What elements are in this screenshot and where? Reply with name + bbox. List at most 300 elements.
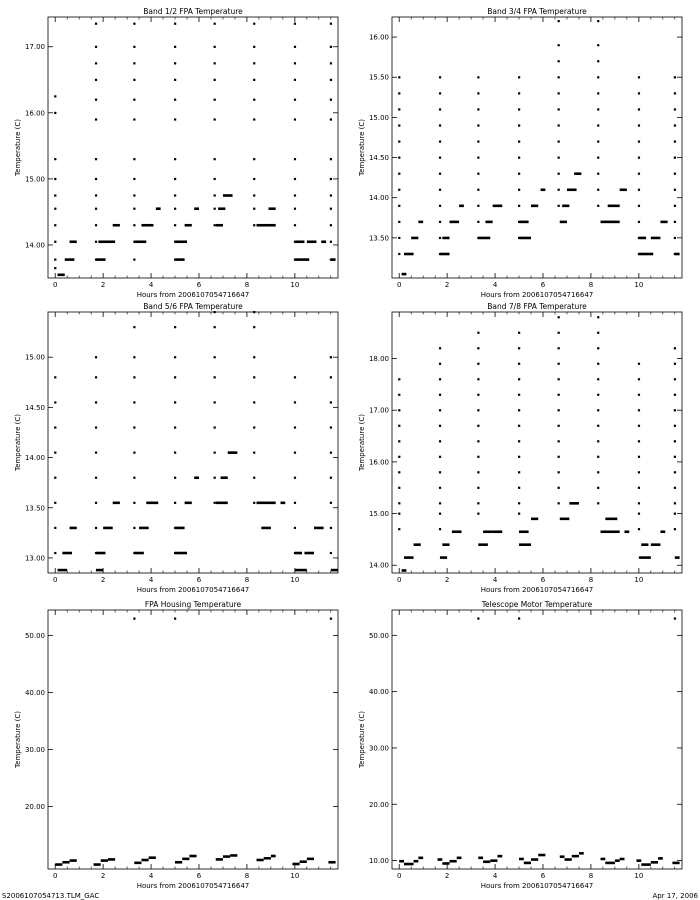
data-segment <box>541 188 546 191</box>
data-segment <box>141 224 153 227</box>
data-point <box>214 79 216 81</box>
data-point <box>330 376 332 378</box>
x-tick-label: 4 <box>492 872 498 880</box>
data-point <box>558 487 560 489</box>
x-tick-label: 8 <box>244 576 250 584</box>
data-point <box>253 356 255 358</box>
x-axis-label: Hours from 2006107054716647 <box>136 882 250 890</box>
x-tick-label: 10 <box>290 281 300 289</box>
data-point <box>597 108 599 110</box>
data-point <box>95 46 97 48</box>
data-segment <box>70 859 77 862</box>
data-point <box>54 477 56 479</box>
data-point <box>558 76 560 78</box>
data-segment <box>601 221 620 224</box>
plot-frame <box>48 312 338 573</box>
data-point <box>558 124 560 126</box>
data-point <box>518 157 520 159</box>
data-point <box>133 208 135 210</box>
data-point <box>54 178 56 180</box>
data-point <box>674 157 676 159</box>
data-point <box>518 425 520 427</box>
data-point <box>518 440 520 442</box>
data-point <box>597 316 599 318</box>
data-point <box>597 347 599 349</box>
data-point <box>597 409 599 411</box>
data-segment <box>411 237 418 240</box>
data-segment <box>280 502 285 505</box>
data-point <box>558 92 560 94</box>
data-point <box>330 79 332 81</box>
data-point <box>398 513 400 515</box>
data-segment <box>478 857 483 860</box>
x-tick-label: 4 <box>148 576 154 584</box>
data-point <box>638 425 640 427</box>
data-point <box>174 502 176 504</box>
data-point <box>398 425 400 427</box>
data-segment <box>96 552 106 555</box>
data-point <box>439 409 441 411</box>
data-point <box>95 356 97 358</box>
data-point <box>54 241 56 243</box>
data-segment <box>605 518 617 521</box>
data-point <box>133 618 135 620</box>
x-tick-label: 8 <box>588 576 594 584</box>
data-segment <box>146 502 158 505</box>
data-segment <box>418 857 423 860</box>
data-segment <box>639 237 646 240</box>
data-segment <box>569 502 579 505</box>
data-segment <box>134 862 141 865</box>
y-tick-label: 14.50 <box>24 403 45 412</box>
data-point <box>133 79 135 81</box>
data-point <box>477 332 479 334</box>
data-segment <box>304 552 314 555</box>
data-point <box>398 487 400 489</box>
data-segment <box>605 862 615 865</box>
data-point <box>294 477 296 479</box>
data-point <box>330 241 332 243</box>
data-segment <box>531 205 538 208</box>
data-segment <box>418 221 423 224</box>
y-tick-label: 15.50 <box>368 73 389 82</box>
data-point <box>558 332 560 334</box>
data-point <box>174 118 176 120</box>
data-point <box>439 221 441 223</box>
data-point <box>518 394 520 396</box>
data-point <box>54 376 56 378</box>
data-segment <box>636 859 641 862</box>
y-tick-label: 20.00 <box>24 802 45 811</box>
data-point <box>674 363 676 365</box>
data-segment <box>228 451 238 454</box>
x-tick-label: 0 <box>396 281 402 289</box>
data-point <box>253 208 255 210</box>
data-segment <box>565 858 572 861</box>
x-tick-label: 2 <box>100 576 106 584</box>
data-point <box>253 452 255 454</box>
data-segment <box>641 863 651 866</box>
data-point <box>398 378 400 380</box>
data-segment <box>223 194 233 197</box>
data-point <box>398 157 400 159</box>
x-tick-label: 10 <box>290 576 300 584</box>
data-point <box>477 617 479 619</box>
data-point <box>214 158 216 160</box>
data-point <box>330 178 332 180</box>
data-segment <box>189 855 196 858</box>
data-point <box>133 158 135 160</box>
data-point <box>597 363 599 365</box>
data-point <box>214 311 216 313</box>
data-segment <box>651 861 658 864</box>
data-point <box>95 224 97 226</box>
data-segment <box>641 543 648 546</box>
data-point <box>253 401 255 403</box>
data-point <box>294 178 296 180</box>
data-segment <box>103 527 113 530</box>
data-point <box>253 178 255 180</box>
x-axis-label: Hours from 2006107054716647 <box>136 586 250 594</box>
data-point <box>638 157 640 159</box>
data-point <box>439 471 441 473</box>
data-segment <box>624 530 629 533</box>
data-segment <box>497 855 502 858</box>
footer-date: Apr 17, 2006 <box>652 892 698 900</box>
data-segment <box>175 240 187 243</box>
data-point <box>95 502 97 504</box>
data-segment <box>579 852 584 855</box>
y-axis-label: Temperature (C) <box>14 119 22 176</box>
y-tick-label: 15.00 <box>24 175 45 184</box>
data-segment <box>620 188 627 191</box>
data-point <box>330 502 332 504</box>
data-point <box>477 378 479 380</box>
data-point <box>638 76 640 78</box>
data-point <box>398 409 400 411</box>
x-tick-label: 6 <box>196 872 202 880</box>
data-point <box>638 394 640 396</box>
data-segment <box>440 253 450 256</box>
y-tick-label: 30.00 <box>24 745 45 754</box>
data-point <box>133 376 135 378</box>
y-tick-label: 14.00 <box>24 241 45 250</box>
data-segment <box>307 240 317 243</box>
data-segment <box>175 861 182 864</box>
data-point <box>133 258 135 260</box>
data-segment <box>185 502 192 505</box>
data-point <box>214 208 216 210</box>
data-point <box>330 208 332 210</box>
data-point <box>330 224 332 226</box>
data-point <box>174 208 176 210</box>
x-tick-label: 2 <box>444 281 450 289</box>
data-point <box>558 157 560 159</box>
y-tick-label: 16.00 <box>24 109 45 118</box>
x-tick-label: 10 <box>634 281 644 289</box>
data-point <box>597 487 599 489</box>
data-segment <box>55 863 62 866</box>
data-point <box>174 62 176 64</box>
data-point <box>133 426 135 428</box>
data-point <box>133 99 135 101</box>
data-point <box>477 456 479 458</box>
data-point <box>133 527 135 529</box>
data-segment <box>268 207 275 210</box>
data-segment <box>182 858 189 861</box>
x-tick-label: 10 <box>290 872 300 880</box>
x-tick-label: 6 <box>540 576 546 584</box>
y-tick-label: 17.00 <box>24 43 45 52</box>
data-point <box>674 237 676 239</box>
x-tick-label: 4 <box>492 576 498 584</box>
data-point <box>597 92 599 94</box>
data-point <box>95 62 97 64</box>
data-point <box>597 189 599 191</box>
data-point <box>133 194 135 196</box>
y-tick-label: 30.00 <box>368 744 389 753</box>
data-point <box>174 46 176 48</box>
data-point <box>253 79 255 81</box>
data-point <box>294 158 296 160</box>
data-point <box>558 108 560 110</box>
data-point <box>133 401 135 403</box>
y-tick-label: 14.00 <box>368 194 389 203</box>
data-segment <box>402 569 407 572</box>
y-tick-label: 15.00 <box>24 353 45 362</box>
data-point <box>558 425 560 427</box>
data-segment <box>601 858 606 861</box>
data-point <box>330 552 332 554</box>
data-point <box>174 194 176 196</box>
data-point <box>174 158 176 160</box>
data-point <box>54 267 56 269</box>
data-point <box>174 452 176 454</box>
data-segment <box>560 518 570 521</box>
data-point <box>330 62 332 64</box>
data-point <box>330 356 332 358</box>
data-point <box>597 205 599 207</box>
data-point <box>439 92 441 94</box>
data-point <box>638 363 640 365</box>
y-axis-label: Temperature (C) <box>14 414 22 471</box>
data-point <box>214 376 216 378</box>
data-point <box>674 205 676 207</box>
data-point <box>214 118 216 120</box>
data-segment <box>519 530 529 533</box>
data-segment <box>70 527 77 530</box>
data-point <box>558 44 560 46</box>
data-point <box>214 194 216 196</box>
data-segment <box>651 237 661 240</box>
data-point <box>597 332 599 334</box>
data-point <box>95 23 97 25</box>
data-point <box>477 409 479 411</box>
data-segment <box>519 858 524 861</box>
data-segment <box>194 476 199 479</box>
data-segment <box>271 855 276 858</box>
data-point <box>294 376 296 378</box>
data-point <box>439 157 441 159</box>
data-point <box>95 241 97 243</box>
data-point <box>597 440 599 442</box>
data-point <box>398 253 400 255</box>
data-point <box>638 456 640 458</box>
data-point <box>133 118 135 120</box>
x-tick-label: 0 <box>396 576 402 584</box>
x-tick-label: 6 <box>196 576 202 584</box>
chart-panel-5 <box>14 600 338 890</box>
data-point <box>674 76 676 78</box>
data-segment <box>567 188 577 191</box>
data-point <box>330 46 332 48</box>
x-tick-label: 2 <box>444 872 450 880</box>
data-segment <box>175 258 185 261</box>
data-point <box>294 118 296 120</box>
x-tick-label: 8 <box>588 872 594 880</box>
data-point <box>477 502 479 504</box>
data-point <box>597 471 599 473</box>
data-segment <box>531 518 538 521</box>
data-point <box>597 76 599 78</box>
y-tick-label: 15.00 <box>368 113 389 122</box>
data-point <box>439 440 441 442</box>
x-axis-label: Hours from 2006107054716647 <box>136 291 250 299</box>
data-point <box>214 452 216 454</box>
data-point <box>558 394 560 396</box>
x-axis-label: Hours from 2006107054716647 <box>480 586 594 594</box>
data-segment <box>519 237 531 240</box>
data-point <box>253 326 255 328</box>
data-point <box>214 356 216 358</box>
data-point <box>174 426 176 428</box>
data-point <box>439 394 441 396</box>
data-point <box>330 194 332 196</box>
data-point <box>477 347 479 349</box>
data-point <box>398 124 400 126</box>
data-point <box>54 112 56 114</box>
data-segment <box>660 530 665 533</box>
data-point <box>477 205 479 207</box>
data-point <box>638 378 640 380</box>
data-segment <box>531 858 538 861</box>
data-point <box>439 456 441 458</box>
data-segment <box>96 258 106 261</box>
chart-panel-1 <box>14 7 338 299</box>
data-segment <box>218 207 225 210</box>
y-tick-label: 13.00 <box>24 554 45 563</box>
x-tick-label: 6 <box>540 281 546 289</box>
data-point <box>95 477 97 479</box>
data-point <box>54 208 56 210</box>
data-segment <box>58 273 65 276</box>
data-point <box>597 140 599 142</box>
data-point <box>398 76 400 78</box>
data-point <box>95 401 97 403</box>
data-segment <box>452 530 462 533</box>
data-point <box>674 440 676 442</box>
data-point <box>54 502 56 504</box>
data-segment <box>615 859 620 862</box>
data-point <box>674 528 676 530</box>
data-point <box>597 157 599 159</box>
data-point <box>518 205 520 207</box>
data-point <box>597 44 599 46</box>
data-point <box>95 452 97 454</box>
data-point <box>558 471 560 473</box>
data-point <box>638 108 640 110</box>
x-tick-label: 2 <box>100 872 106 880</box>
data-point <box>398 440 400 442</box>
data-point <box>330 618 332 620</box>
data-point <box>477 487 479 489</box>
data-segment <box>572 855 579 858</box>
data-segment <box>485 221 492 224</box>
data-point <box>518 471 520 473</box>
data-segment <box>459 205 464 208</box>
data-point <box>294 99 296 101</box>
data-segment <box>257 224 276 227</box>
data-segment <box>639 556 651 559</box>
data-point <box>253 99 255 101</box>
data-segment <box>307 858 314 861</box>
chart-title: Band 5/6 FPA Temperature <box>143 302 243 311</box>
data-segment <box>478 543 488 546</box>
data-segment <box>134 240 146 243</box>
data-point <box>214 178 216 180</box>
data-point <box>214 502 216 504</box>
data-point <box>398 108 400 110</box>
chart-panel-6 <box>358 600 682 890</box>
data-point <box>674 471 676 473</box>
data-segment <box>493 205 503 208</box>
data-point <box>518 502 520 504</box>
data-point <box>518 409 520 411</box>
data-point <box>674 425 676 427</box>
data-point <box>294 208 296 210</box>
data-segment <box>96 569 103 572</box>
data-point <box>638 502 640 504</box>
data-segment <box>519 543 531 546</box>
data-point <box>597 173 599 175</box>
data-point <box>95 208 97 210</box>
data-segment <box>139 527 149 530</box>
data-point <box>674 502 676 504</box>
chart-panel-4 <box>358 302 682 594</box>
data-point <box>54 194 56 196</box>
data-point <box>477 76 479 78</box>
data-point <box>54 158 56 160</box>
x-tick-label: 4 <box>148 872 154 880</box>
data-point <box>518 124 520 126</box>
data-point <box>518 456 520 458</box>
data-point <box>558 440 560 442</box>
data-point <box>518 173 520 175</box>
data-point <box>597 378 599 380</box>
data-point <box>398 140 400 142</box>
data-point <box>330 527 332 529</box>
data-point <box>174 356 176 358</box>
data-segment <box>261 527 271 530</box>
data-segment <box>175 527 185 530</box>
data-segment <box>414 860 419 863</box>
chart-title: Band 7/8 FPA Temperature <box>487 302 587 311</box>
data-point <box>439 108 441 110</box>
data-segment <box>106 240 116 243</box>
y-tick-label: 14.00 <box>368 561 389 570</box>
data-point <box>439 124 441 126</box>
data-point <box>398 92 400 94</box>
